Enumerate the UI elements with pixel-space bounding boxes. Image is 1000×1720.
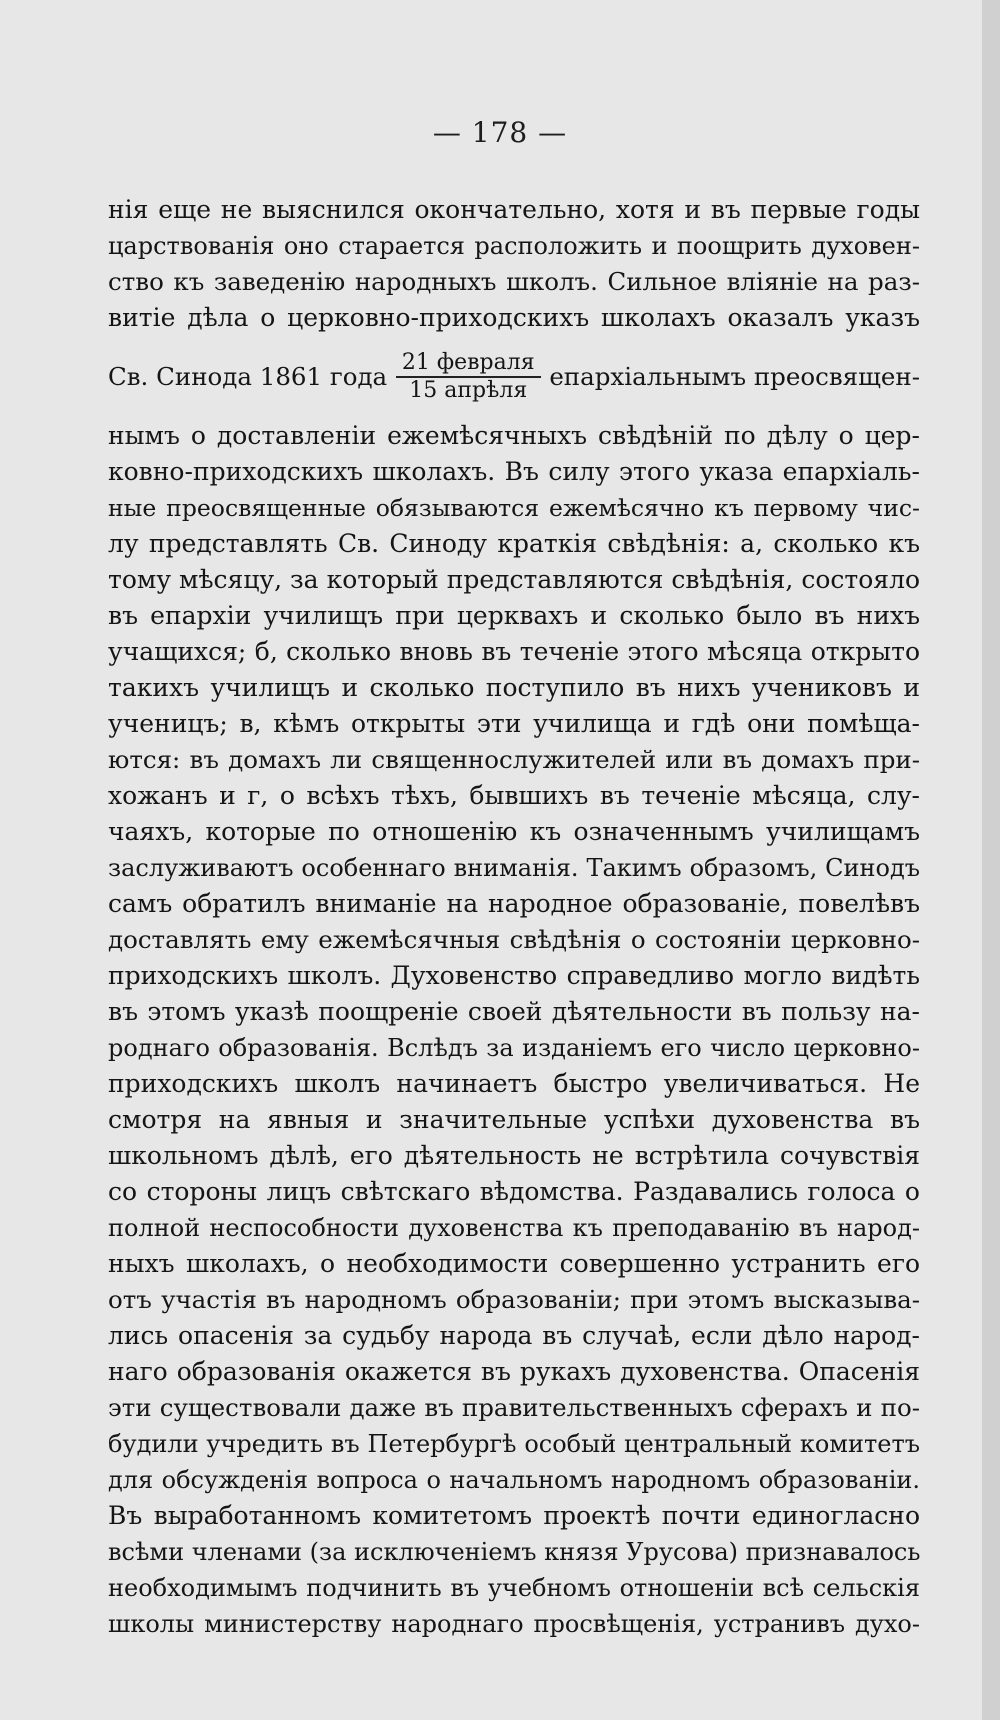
text-line: въ этомъ указѣ поощреніе своей дѣятельности въ пользу на- <box>108 997 920 1026</box>
text-line: лу представлять Св. Синоду краткія свѣдѣнія: а, сколько къ <box>108 529 920 558</box>
text-line: всѣми членами (за исключеніемъ князя Урусова) признавалось <box>108 1538 920 1566</box>
text-line: приходскихъ школъ начинаетъ быстро увеличиваться. Не <box>108 1069 920 1098</box>
text-line: ученицъ; в, кѣмъ открыты эти училища и гдѣ они помѣща- <box>108 709 920 738</box>
body-text <box>108 192 920 1642</box>
page-number: — 178 — <box>432 116 568 149</box>
text-line: такихъ училищъ и сколько поступило въ нихъ учениковъ и <box>108 673 920 702</box>
text-line: ются: въ домахъ ли священнослужителей или въ домахъ при- <box>108 745 920 774</box>
fraction-line-after: епархіальнымъ преосвящен- <box>549 362 920 391</box>
text-line: Въ выработанномъ комитетомъ проектѣ почти единогласно <box>108 1501 920 1530</box>
text-line: доставлять ему ежемѣсячныя свѣдѣнія о состояніи церковно- <box>108 925 920 954</box>
text-line: нымъ о доставленіи ежемѣсячныхъ свѣдѣній по дѣлу о цер- <box>108 421 920 450</box>
text-line: будили учредить въ Петербургѣ особый центральный комитетъ <box>108 1430 920 1458</box>
text-line: самъ обратилъ вниманіе на народное образованіе, повелѣвъ <box>108 889 920 918</box>
text-line: эти существовали даже въ правительственныхъ сферахъ и по- <box>108 1393 920 1422</box>
text-line: тому мѣсяцу, за который представляются свѣдѣнія, состояло <box>108 565 920 594</box>
text-line: смотря на явныя и значительные успѣхи духовенства въ <box>108 1105 920 1134</box>
text-line: царствованія оно старается расположить и поощрить духовен- <box>108 232 920 260</box>
text-line: приходскихъ школъ. Духовенство справедливо могло видѣть <box>108 961 920 990</box>
text-line: отъ участія въ народномъ образованіи; при этомъ высказыва- <box>108 1285 920 1314</box>
text-line: заслуживаютъ особеннаго вниманія. Такимъ образомъ, Синодъ <box>108 854 920 882</box>
fraction-denominator: 15 апрѣля <box>409 378 528 403</box>
text-line: лись опасенія за судьбу народа въ случаѣ, если дѣло народ- <box>108 1321 920 1350</box>
text-line: хожанъ и г, о всѣхъ тѣхъ, бывшихъ въ теченіе мѣсяца, слу- <box>108 781 920 810</box>
text-line: ные преосвященные обязываются ежемѣсячно къ первому чис- <box>108 494 920 522</box>
text-line: чаяхъ, которые по отношенію къ означеннымъ училищамъ <box>108 817 920 846</box>
text-line: нія еще не выяснился окончательно, хотя и въ первые годы <box>108 195 920 224</box>
text-line: со стороны лицъ свѣтскаго вѣдомства. Раздавались голоса о <box>108 1177 920 1206</box>
text-line: школьномъ дѣлѣ, его дѣятельность не встрѣтила сочувствія <box>108 1141 920 1170</box>
text-line: учащихся; б, сколько вновь въ теченіе этого мѣсяца открыто <box>108 637 920 666</box>
text-line: школы министерству народнаго просвѣщенія, устранивъ духо- <box>108 1610 920 1638</box>
text-line: ковно-приходскихъ школахъ. Въ силу этого указа епархіаль- <box>108 457 920 486</box>
text-line: наго образованія окажется въ рукахъ духовенства. Опасенія <box>108 1357 920 1386</box>
text-line: необходимымъ подчинить въ учебномъ отношеніи всѣ сельскія <box>108 1574 920 1602</box>
text-line: роднаго образованія. Вслѣдъ за изданіемъ его число церковно- <box>108 1034 920 1062</box>
fraction-line-before: Св. Синода 1861 года <box>108 362 388 391</box>
text-line: полной неспособности духовенства къ преподаванію въ народ- <box>108 1214 920 1242</box>
text-line: ныхъ школахъ, о необходимости совершенно устранить его <box>108 1249 920 1278</box>
fraction-numerator: 21 февраля <box>396 350 541 378</box>
text-line: для обсужденія вопроса о начальномъ народномъ образованіи. <box>108 1466 920 1494</box>
text-line: витіе дѣла о церковно-приходскихъ школахъ оказалъ указъ <box>108 303 920 332</box>
text-line: ство къ заведенію народныхъ школъ. Сильное вліяніе на раз- <box>108 267 920 296</box>
date-fraction <box>396 350 541 404</box>
text-line: въ епархіи училищъ при церквахъ и сколько было въ нихъ <box>108 601 920 630</box>
text-line-with-fraction <box>108 336 920 418</box>
page-edge-shadow <box>982 0 1000 1720</box>
